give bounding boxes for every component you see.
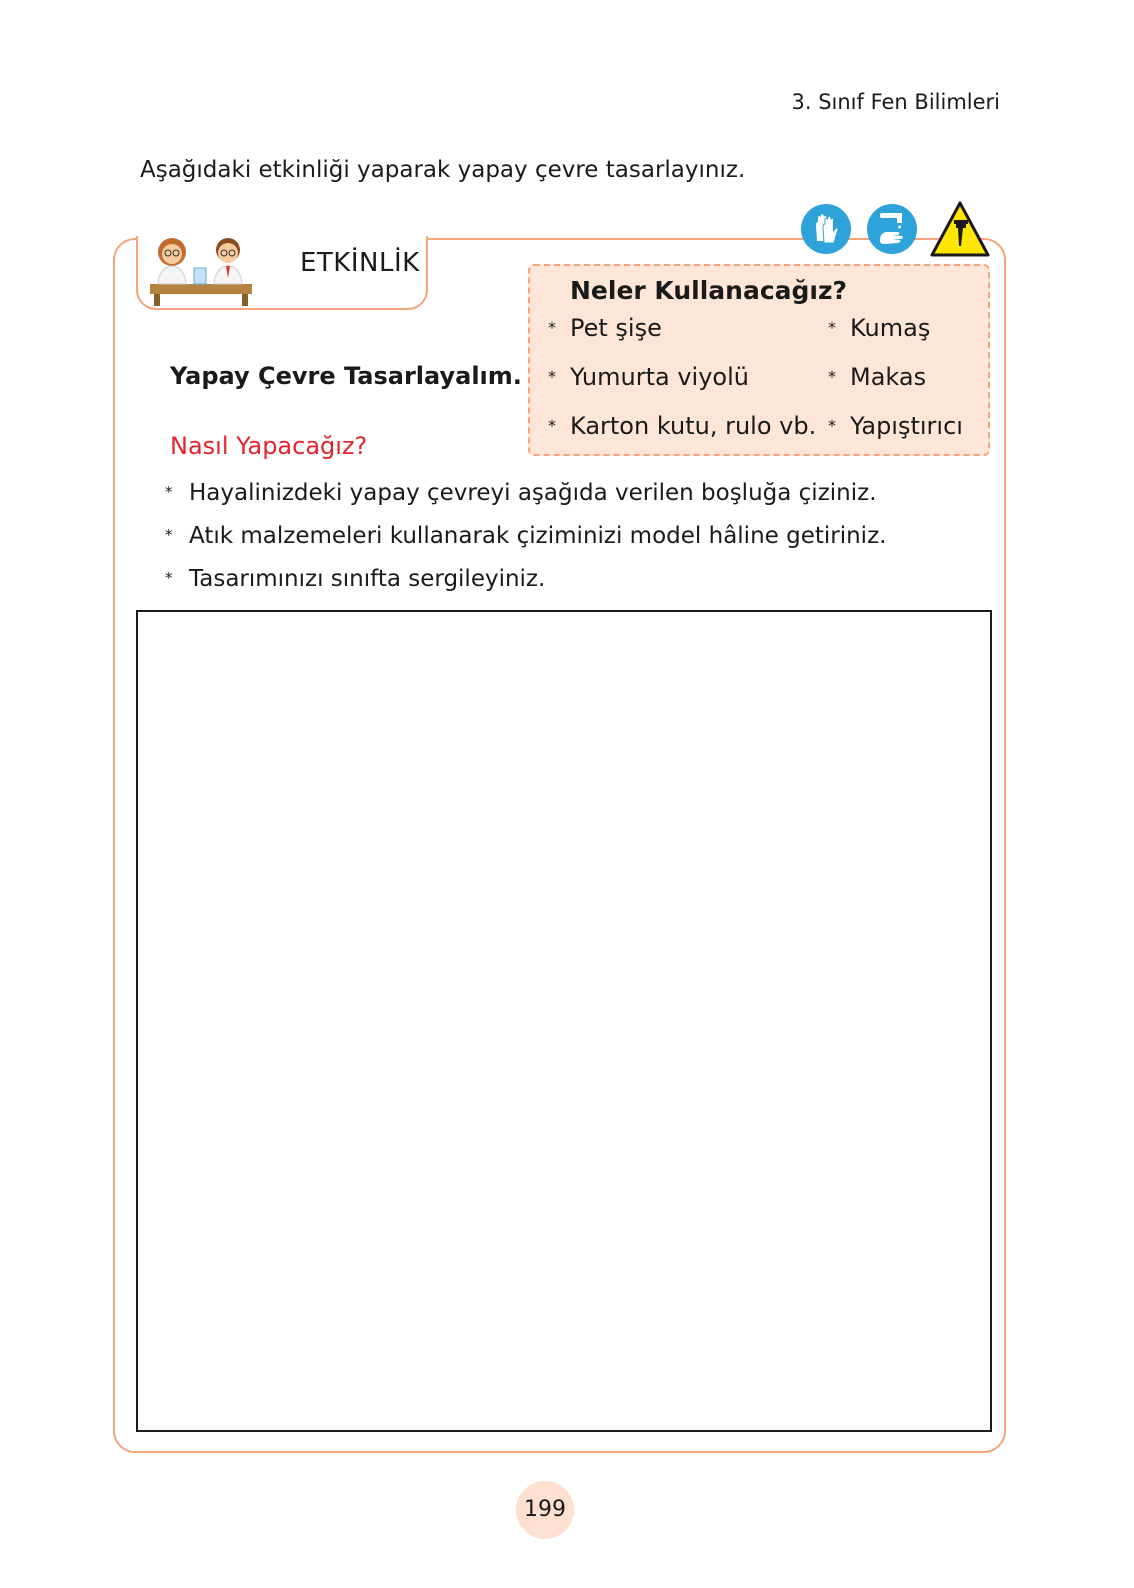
bullet-star: *	[165, 483, 173, 501]
material-item: * Yapıştırıcı	[828, 412, 963, 440]
step-item: * Hayalinizdeki yapay çevreyi aşağıda verilen boşluğa çiziniz.	[165, 480, 877, 506]
bullet-star: *	[548, 367, 556, 386]
step-item: * Atık malzemeleri kullanarak çiziminizi model hâline getiriniz.	[165, 523, 887, 549]
drawing-area[interactable]	[136, 610, 992, 1432]
material-item: * Makas	[828, 363, 927, 391]
bullet-star: *	[165, 526, 173, 544]
how-to-title: Nasıl Yapacağız?	[170, 432, 368, 460]
material-item: * Yumurta viyolü	[548, 363, 749, 391]
bullet-star: *	[828, 416, 836, 435]
bullet-star: *	[548, 416, 556, 435]
book-subject-header: 3. Sınıf Fen Bilimleri	[791, 90, 1000, 114]
step-item: * Tasarımınızı sınıfta sergileyiniz.	[165, 566, 546, 592]
activity-instruction: Aşağıdaki etkinliği yaparak yapay çevre tasarlayınız.	[140, 157, 746, 183]
materials-title: Neler Kullanacağız?	[570, 276, 848, 305]
bullet-star: *	[828, 367, 836, 386]
bullet-star: *	[548, 318, 556, 337]
material-item: * Karton kutu, rulo vb.	[548, 412, 817, 440]
hand-washing-icon	[866, 203, 918, 255]
activity-title: Yapay Çevre Tasarlayalım.	[170, 362, 522, 390]
bullet-star: *	[165, 569, 173, 587]
scientist-kids-illustration	[148, 232, 254, 306]
gloves-icon	[800, 203, 852, 255]
material-item: * Kumaş	[828, 314, 931, 342]
page-number: 199	[516, 1481, 574, 1539]
material-item: * Pet şişe	[548, 314, 662, 342]
bullet-star: *	[828, 318, 836, 337]
sharp-object-warning-icon	[930, 200, 990, 258]
activity-tab-label: ETKİNLİK	[300, 248, 420, 278]
